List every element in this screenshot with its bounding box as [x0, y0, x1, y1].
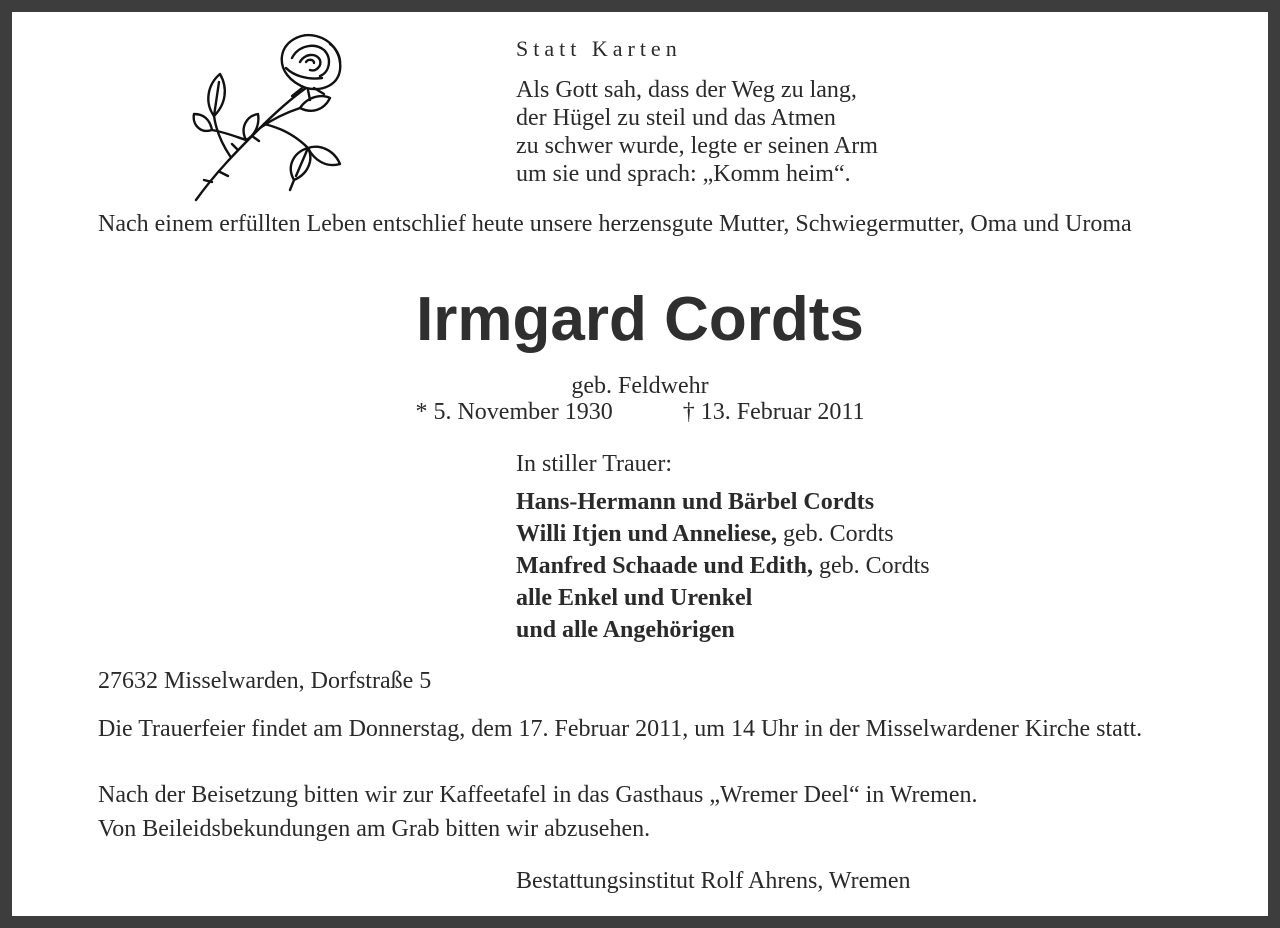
mourner-line	[516, 614, 930, 646]
birth-date: * 5. November 1930	[415, 399, 613, 425]
mourner-names: Hans-Hermann und Bärbel Cordts	[516, 489, 875, 515]
family-address: 27632 Misselwarden, Dorfstraße 5	[98, 668, 432, 694]
mourner-line	[516, 550, 930, 582]
deceased-name: Irmgard Cordts	[416, 285, 864, 354]
poem	[516, 76, 878, 188]
reception-info: Nach der Beisetzung bitten wir zur Kaffeetafel in das Gasthaus „Wremer Deel“ in Wremen.	[98, 782, 978, 808]
mourners-list	[516, 486, 930, 646]
obituary-notice	[12, 12, 1268, 916]
poem-line: um sie und sprach: „Komm heim“.	[516, 161, 851, 187]
death-date: † 13. Februar 2011	[682, 399, 865, 425]
mourner-names: alle Enkel und Urenkel	[516, 585, 753, 611]
condolence-note: Von Beileidsbekundungen am Grab bitten wir abzusehen.	[98, 816, 651, 842]
statt-karten-label: Statt Karten	[516, 36, 682, 61]
poem-line: zu schwer wurde, legte er seinen Arm	[516, 133, 878, 159]
undertaker-credit: Bestattungsinstitut Rolf Ahrens, Wremen	[516, 868, 911, 894]
mourner-line	[516, 486, 930, 518]
maiden-name: geb. Feldwehr	[571, 373, 709, 399]
mourner-line	[516, 582, 930, 614]
mourner-suffix: geb. Cordts	[812, 553, 930, 579]
mourner-names: Manfred Schaade und Edith,	[516, 553, 813, 579]
intro-text: Nach einem erfüllten Leben entschlief heute unsere herzensgute Mutter, Schwiegermutter, Oma und Uroma	[98, 211, 1132, 237]
life-dates	[12, 398, 1268, 426]
mourner-suffix: geb. Cordts	[776, 521, 894, 547]
poem-line: Als Gott sah, dass der Weg zu lang,	[516, 77, 857, 103]
mourner-names: und alle Angehörigen	[516, 617, 735, 643]
mourning-heading: In stiller Trauer:	[516, 451, 672, 477]
poem-line: der Hügel zu steil und das Atmen	[516, 105, 836, 131]
mourner-names: Willi Itjen und Anneliese,	[516, 521, 777, 547]
mourner-line	[516, 518, 930, 550]
funeral-info: Die Trauerfeier findet am Donnerstag, dem 17. Februar 2011, um 14 Uhr in der Misselwardener Kirche statt.	[98, 716, 1143, 742]
rose-icon	[190, 32, 355, 202]
